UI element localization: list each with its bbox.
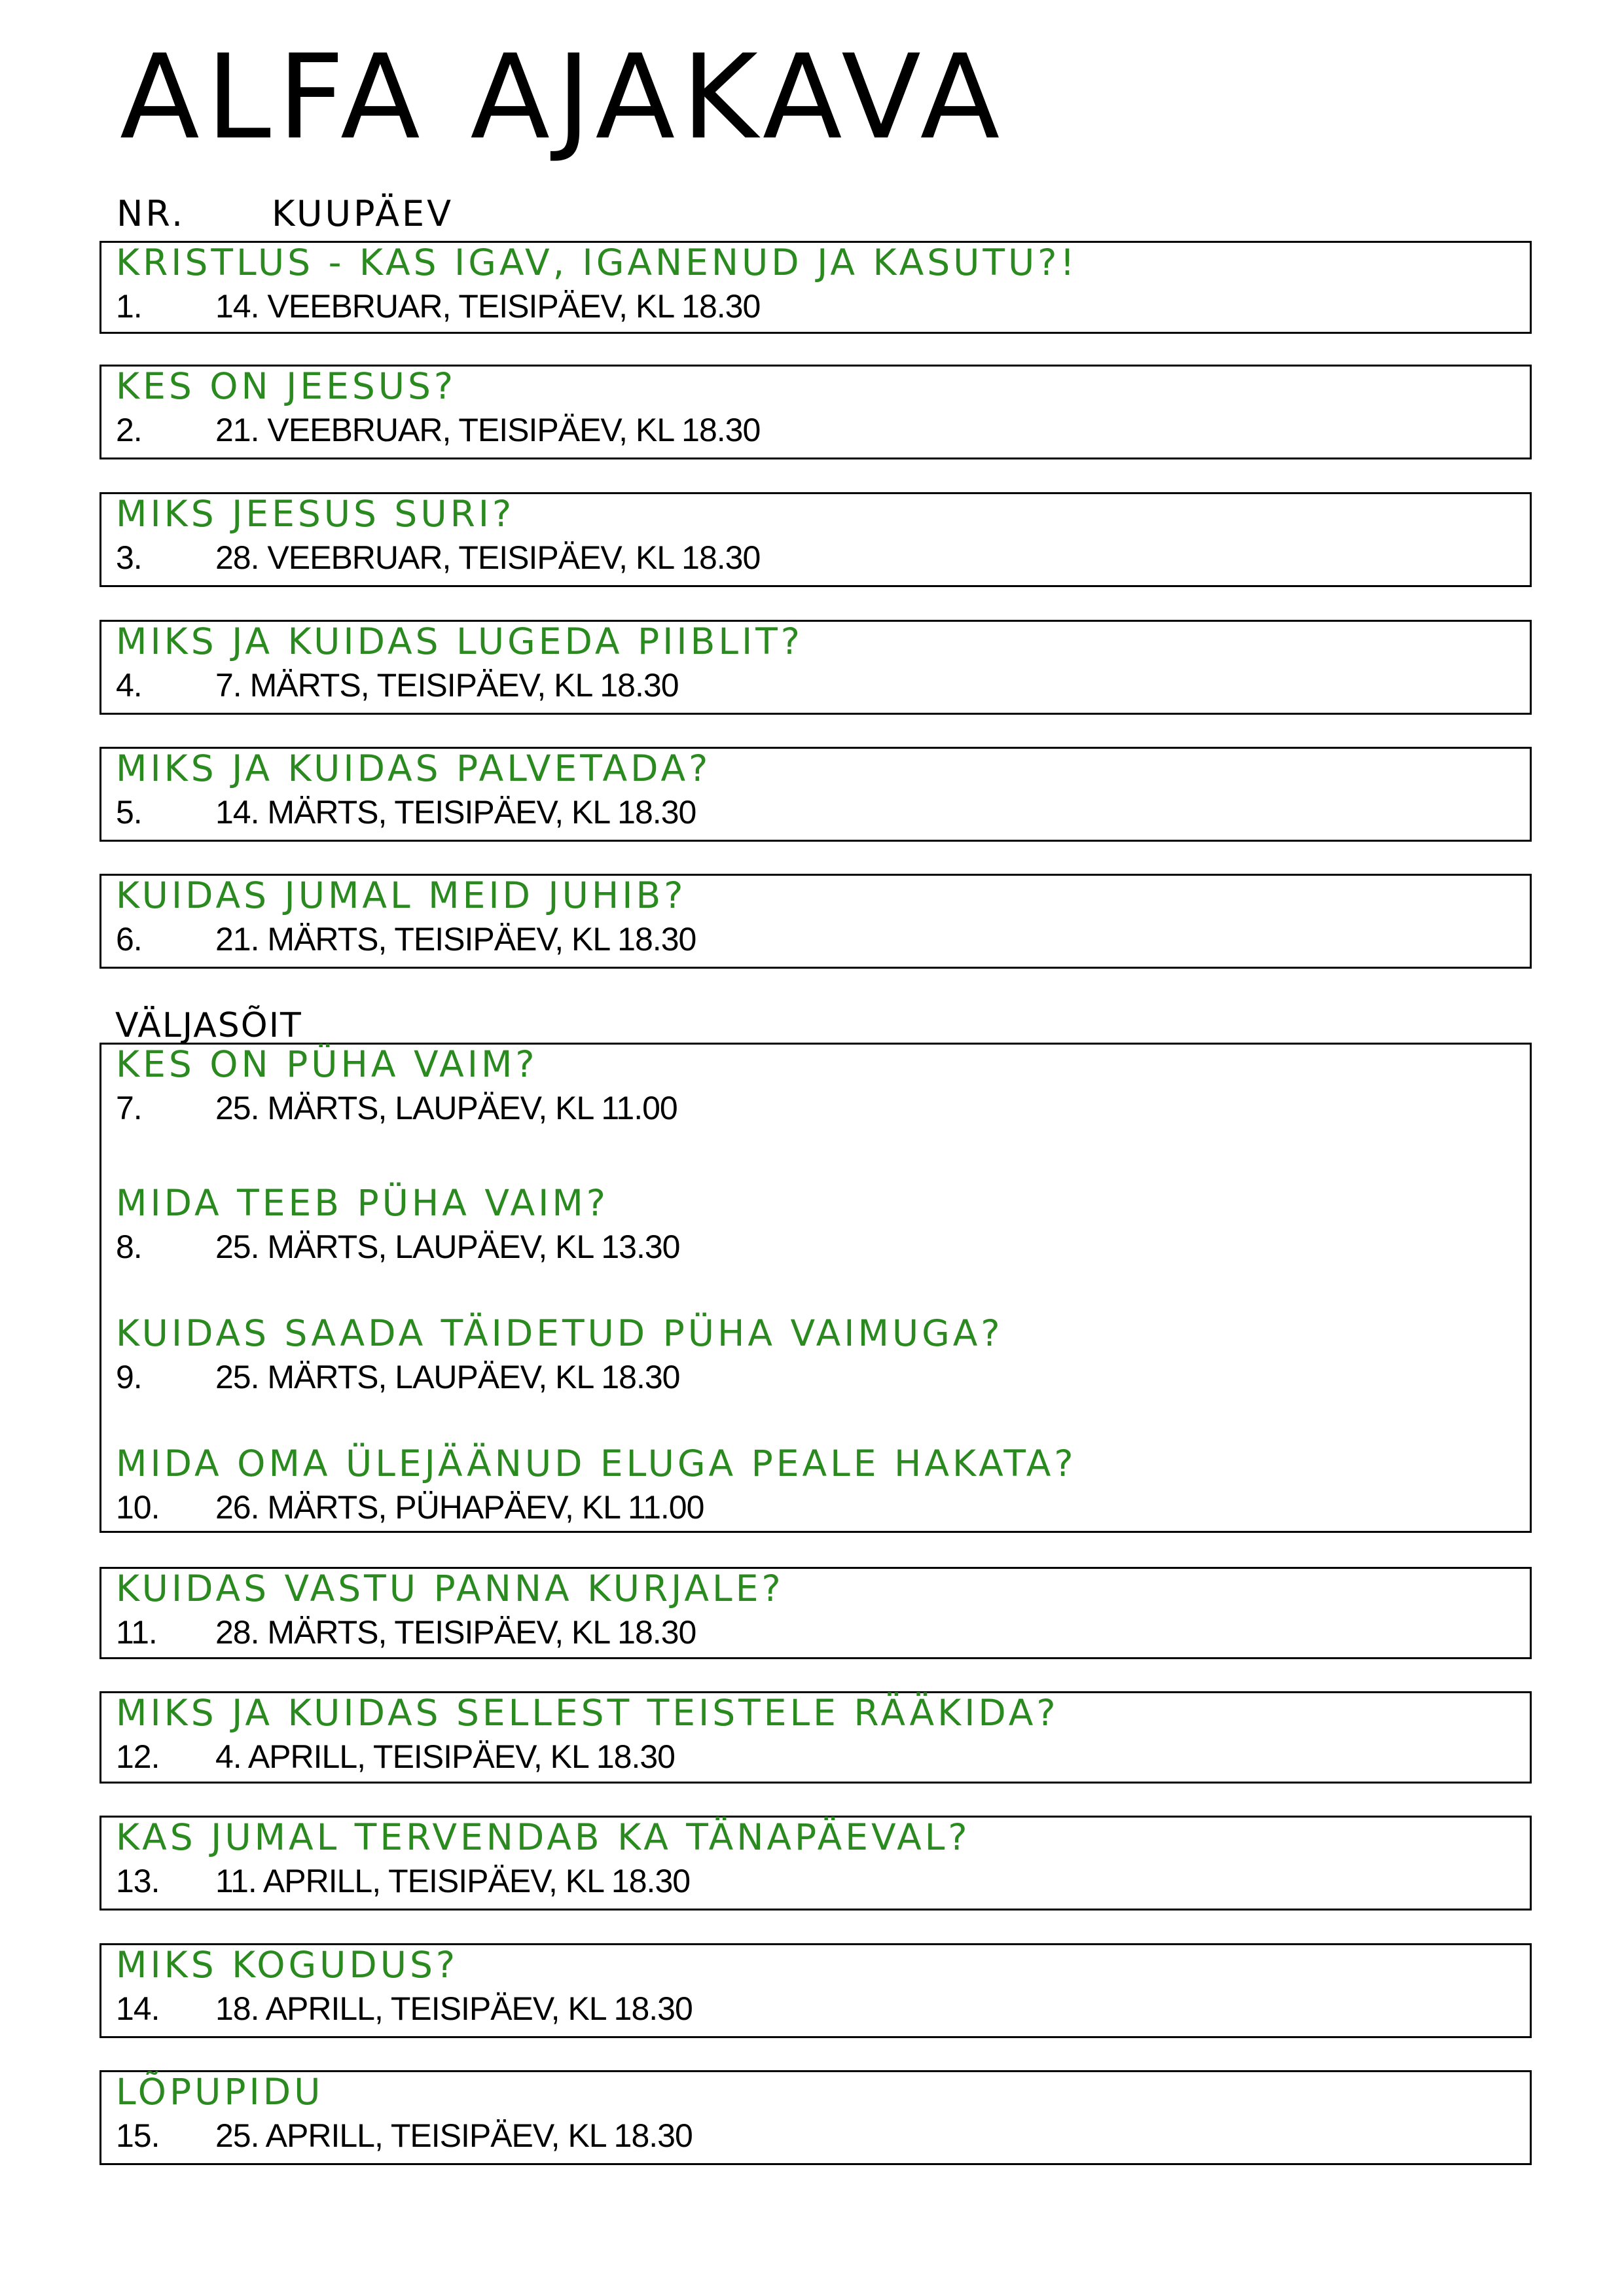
session-number: 9. bbox=[116, 1359, 142, 1395]
session-date: 25. MÄRTS, LAUPÄEV, KL 11.00 bbox=[215, 1090, 677, 1126]
session-topic: KES ON JEESUS? bbox=[116, 365, 457, 407]
session-topic: KES ON PÜHA VAIM? bbox=[116, 1043, 538, 1085]
session bbox=[116, 1181, 1523, 1268]
session bbox=[116, 492, 1523, 579]
session-date: 25. APRILL, TEISIPÄEV, KL 18.30 bbox=[215, 2117, 693, 2154]
session-line bbox=[116, 1735, 1523, 1778]
session-number: 6. bbox=[116, 921, 142, 958]
column-header-date: KUUPÄEV bbox=[272, 193, 454, 234]
session bbox=[116, 240, 1523, 328]
session-box bbox=[99, 1691, 1532, 1784]
group-label-retreat: VÄLJASÕIT bbox=[115, 1006, 302, 1045]
session-line bbox=[116, 408, 1523, 452]
session-line bbox=[116, 664, 1523, 707]
session bbox=[116, 2070, 1523, 2157]
session-box bbox=[99, 2070, 1532, 2165]
session-number: 10. bbox=[116, 1489, 160, 1526]
session-line bbox=[116, 536, 1523, 579]
session-line bbox=[116, 1611, 1523, 1654]
session-number: 8. bbox=[116, 1229, 142, 1265]
session bbox=[116, 1042, 1523, 1130]
session-box bbox=[99, 874, 1532, 969]
session-number: 12. bbox=[116, 1738, 160, 1775]
session bbox=[116, 1566, 1523, 1654]
session-topic: KUIDAS VASTU PANNA KURJALE? bbox=[116, 1568, 784, 1609]
session-topic: MIKS JEESUS SURI? bbox=[116, 493, 515, 535]
session-topic: MIKS JA KUIDAS SELLEST TEISTELE RÄÄKIDA? bbox=[116, 1692, 1059, 1734]
session bbox=[116, 1943, 1523, 2030]
session-box bbox=[99, 1943, 1532, 2038]
session-line bbox=[116, 1486, 1523, 1529]
session-line bbox=[116, 1859, 1523, 1903]
session-date: 18. APRILL, TEISIPÄEV, KL 18.30 bbox=[215, 1990, 693, 2027]
session-line bbox=[116, 1987, 1523, 2030]
session bbox=[116, 873, 1523, 961]
session-date: 14. VEEBRUAR, TEISIPÄEV, KL 18.30 bbox=[215, 288, 761, 325]
session-date: 25. MÄRTS, LAUPÄEV, KL 13.30 bbox=[215, 1229, 680, 1265]
session bbox=[116, 746, 1523, 834]
session-number: 5. bbox=[116, 794, 142, 831]
session-topic: MIDA OMA ÜLEJÄÄNUD ELUGA PEALE HAKATA? bbox=[116, 1443, 1077, 1484]
session-topic: LÕPUPIDU bbox=[116, 2071, 324, 2113]
session-box bbox=[99, 241, 1532, 334]
session bbox=[116, 1691, 1523, 1778]
session-number: 2. bbox=[116, 412, 142, 448]
session-date: 28. VEEBRUAR, TEISIPÄEV, KL 18.30 bbox=[215, 539, 761, 576]
column-header-nr: NR. bbox=[117, 193, 186, 234]
session-topic: MIKS JA KUIDAS PALVETADA? bbox=[116, 747, 712, 789]
session-date: 4. APRILL, TEISIPÄEV, KL 18.30 bbox=[215, 1738, 675, 1775]
session-date: 26. MÄRTS, PÜHAPÄEV, KL 11.00 bbox=[215, 1489, 704, 1526]
session-topic: KRISTLUS - KAS IGAV, IGANENUD JA KASUTU?! bbox=[116, 242, 1078, 283]
session-date: 28. MÄRTS, TEISIPÄEV, KL 18.30 bbox=[215, 1614, 696, 1651]
session-number: 15. bbox=[116, 2117, 160, 2154]
session-box bbox=[99, 620, 1532, 715]
session-box bbox=[99, 365, 1532, 459]
session-line bbox=[116, 1086, 1523, 1130]
session-box bbox=[99, 1043, 1532, 1533]
session-number: 7. bbox=[116, 1090, 142, 1126]
session bbox=[116, 1311, 1523, 1399]
session-number: 13. bbox=[116, 1863, 160, 1899]
session-topic: KUIDAS JUMAL MEID JUHIB? bbox=[116, 874, 687, 916]
session bbox=[116, 619, 1523, 707]
session-date: 14. MÄRTS, TEISIPÄEV, KL 18.30 bbox=[215, 794, 696, 831]
session bbox=[116, 364, 1523, 452]
session-number: 11. bbox=[116, 1614, 157, 1651]
session-topic: KAS JUMAL TERVENDAB KA TÄNAPÄEVAL? bbox=[116, 1816, 971, 1858]
session-number: 4. bbox=[116, 667, 142, 704]
session-box bbox=[99, 492, 1532, 587]
session-topic: MIDA TEEB PÜHA VAIM? bbox=[116, 1182, 609, 1224]
session-date: 21. MÄRTS, TEISIPÄEV, KL 18.30 bbox=[215, 921, 696, 958]
session-line bbox=[116, 1355, 1523, 1399]
session-line bbox=[116, 791, 1523, 834]
session-line bbox=[116, 2114, 1523, 2157]
session-number: 3. bbox=[116, 539, 142, 576]
session-line bbox=[116, 285, 1523, 328]
session-number: 1. bbox=[116, 288, 142, 325]
session-topic: MIKS KOGUDUS? bbox=[116, 1944, 459, 1986]
session-date: 7. MÄRTS, TEISIPÄEV, KL 18.30 bbox=[215, 667, 679, 704]
session-box bbox=[99, 747, 1532, 842]
session-date: 11. APRILL, TEISIPÄEV, KL 18.30 bbox=[215, 1863, 691, 1899]
session-date: 25. MÄRTS, LAUPÄEV, KL 18.30 bbox=[215, 1359, 680, 1395]
session-box bbox=[99, 1567, 1532, 1659]
page-title: ALFA AJAKAVA bbox=[120, 29, 1007, 165]
session-topic: KUIDAS SAADA TÄIDETUD PÜHA VAIMUGA? bbox=[116, 1312, 1003, 1354]
session bbox=[116, 1441, 1523, 1529]
session-topic: MIKS JA KUIDAS LUGEDA PIIBLIT? bbox=[116, 620, 803, 662]
session-number: 14. bbox=[116, 1990, 160, 2027]
session-line bbox=[116, 918, 1523, 961]
session-line bbox=[116, 1225, 1523, 1268]
session-date: 21. VEEBRUAR, TEISIPÄEV, KL 18.30 bbox=[215, 412, 761, 448]
session bbox=[116, 1815, 1523, 1903]
session-box bbox=[99, 1816, 1532, 1910]
